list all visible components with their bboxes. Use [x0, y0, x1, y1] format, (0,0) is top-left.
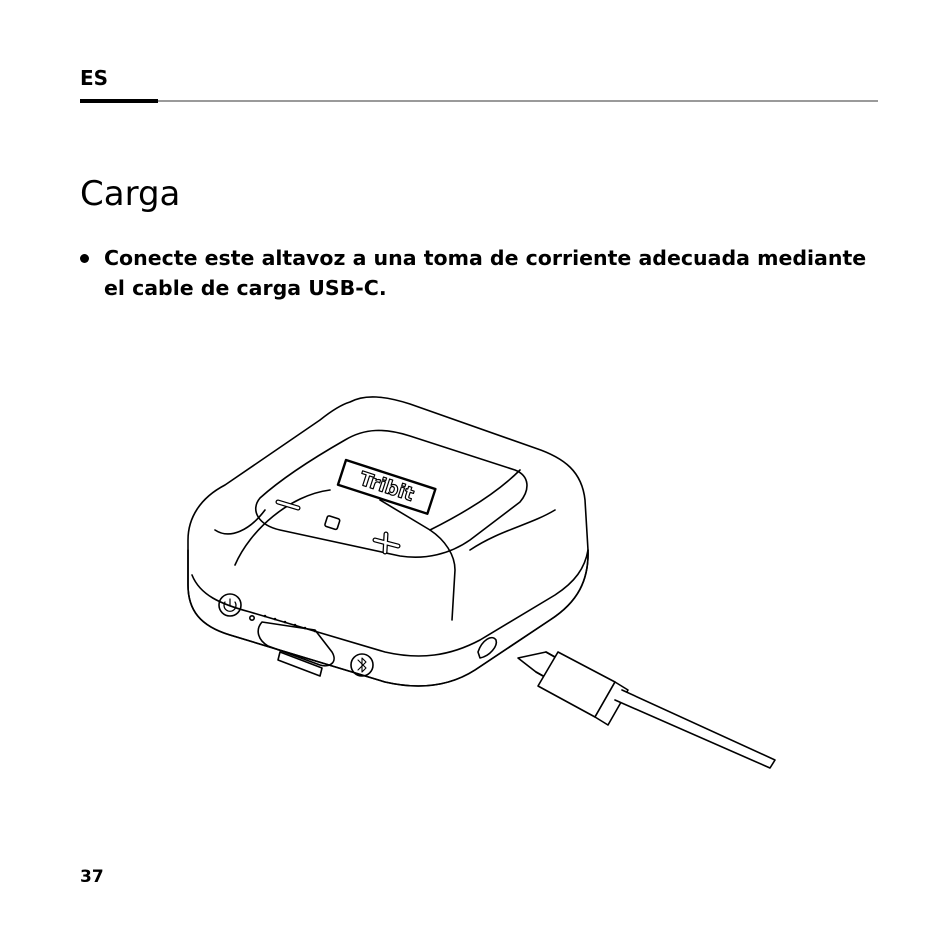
bullet-icon [80, 254, 89, 263]
brand-logo [338, 460, 435, 514]
language-code: ES [80, 66, 109, 90]
usb-c-cable [518, 652, 775, 768]
play-pause-button-icon [324, 515, 340, 529]
header-divider [80, 100, 878, 102]
bullet-item [80, 243, 870, 303]
svg-text:Tribit: Tribit [356, 467, 417, 506]
page-number: 37 [80, 867, 104, 887]
header-divider-accent [80, 99, 158, 103]
section-title: Carga [80, 174, 181, 214]
usb-port-flap [258, 622, 334, 666]
aux-port [478, 638, 496, 658]
bullet-text: Conecte este altavoz a una toma de corriente adecuada mediante el cable de carga USB-C. [104, 246, 867, 300]
speaker-charging-illustration [170, 390, 790, 790]
